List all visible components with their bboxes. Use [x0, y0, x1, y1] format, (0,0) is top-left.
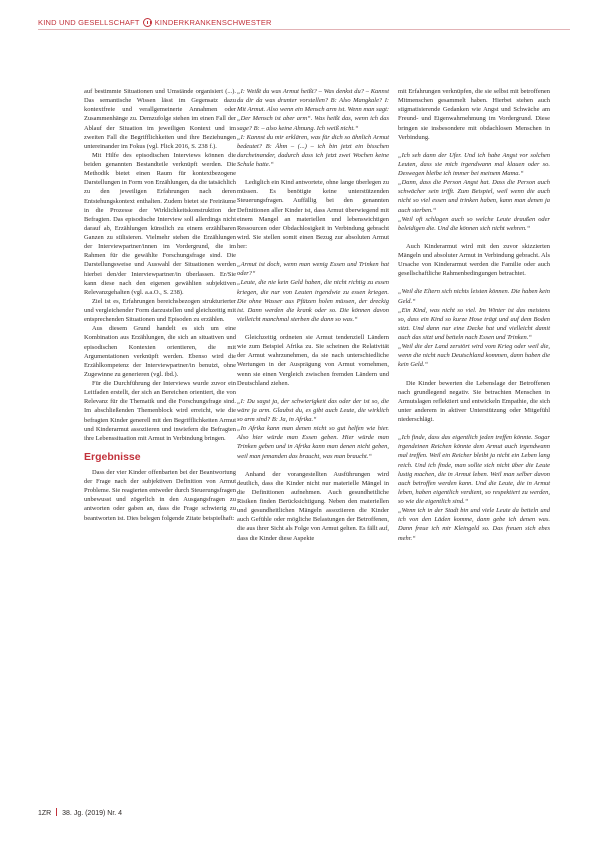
quote: „Leute, die nie kein Geld haben, die nicht richtig zu essen kriegen, die nur von Leuten irgendwie zu essen kriegen. Die ohne Wasser aus Pfützen holen müssen, der dreckig ist. Dann werden die krank oder so. Die können davon vielleicht manchmal sterben die dann so was.“	[237, 279, 389, 323]
paragraph: auf bestimmte Situationen und Umstände organisiert (...). Das semantische Wissen lässt im Gegensatz dazu kontextfreie und verallgemeinerte Annahmen oder Zusammenhänge zu. Demzufolge stehen im einen Fall der Ablauf der Situation im jeweiligen Kontext und im zweiten Fall die Begrifflichkeiten und ihre Beziehungen untereinander im Fokus (vgl. Flick 2016, S. 238 f.).	[84, 88, 236, 150]
header-section-right: KINDERKRANKENSCHWESTER	[154, 18, 272, 27]
section-heading: Ergebnisse	[84, 450, 141, 463]
quote: „I: Weißt du was Armut heißt? – Was denkst du? – Kannst du dir da was drunter vorstellen? B: Also Mangkale? I: Mit Armut. Also wenn ein Mensch arm ist. Wenn man sagt: „Der Mensch ist aber arm“. Was heißt das, wenn ich das sage? B: – also keine Ahnung. Ich weiß nicht.“	[237, 88, 389, 132]
paragraph: Aus diesem Grund handelt es sich um eine Kombination aus Erzählungen, die sich an situativen und episodischen Kontexten orientieren, die mit Argumentationen verknüpft werden. Ebenso wird die Erzählkompetenz der Interviewpartner/in benutzt, ohne Zugewinne zu generieren (vgl. ibd.).	[84, 325, 236, 378]
footer-divider	[56, 808, 57, 816]
quote: „In Afrika kann man denen nicht so gut helfen wie hier. Also hier würde man Essen geben. Hier würde man Trinken geben und in Afrika kann man denen nicht geben, weil man jemanden das braucht, was man braucht.“	[237, 425, 389, 460]
quote: „I: Du sagst ja, der schwierigkeit das oder der ist so, die wäre ja arm. Glaubst du, es gibt auch Leute, die wirklich so arm sind? B: Ja, in Afrika.“	[237, 397, 389, 423]
quote: „Weil oft schlagen auch so welche Leute draußen oder beleidigen die. Und die können sich nicht wehren.“	[398, 215, 550, 232]
quote: „Ein Kind, was nicht so viel. Im Winter ist das meistens so, dass ein Kind so kurze Hose trägt und auf dem Boden sitzt. Und dann nur eine Decke hat und vielleicht damit auch das sitzt und betteln nach Essen und Trinken.“	[398, 306, 550, 341]
text-column-1	[84, 87, 236, 523]
paragraph: Für die Durchführung der Interviews wurde zuvor ein Leitfaden erstellt, der sich an Bereichen orientiert, die von Relevanz für die Thematik und die Forschungsfrage sind. Im abschließenden Themenblock wird erreicht, wie die befragten Kinder generell mit den Begrifflichkeiten Armut und Kinderarmut assoziieren und inwiefern die Befragten ihre Lebenssituation mit Armut in Verbindung bringen.	[84, 380, 236, 442]
quote: „Wenn ich in der Stadt bin und viele Leute da betteln und ich von den Läden komme, dann gebe ich denen was. Dann freue ich mir Kleingeld so. Das freuen sich ebes mehr.“	[398, 507, 550, 542]
quote: „I: Kannst du mir erklären, was für dich so ähnlich Armut bedeutet? B: Ähm – (...) – ich bin jetzt ein bisschen durcheinander, dadurch dass ich jetzt zwei Wochen keine Schule hatte.“	[237, 133, 389, 168]
quote: „Armut ist doch, wenn man wenig Essen und Trinken hat oder?“	[237, 261, 389, 278]
quote: „Weil die der Land zerstört wird vom Krieg oder weil die, wenn die nicht nach Deutschland kommen, dann haben die kein Geld.“	[398, 343, 550, 369]
paragraph: Mit Hilfe des episodischen Interviews können die beiden genannten Bestandteile verknüpft werden. Die Methodik bietet einen Raum für kontextbezogene Darstellungen in Form von Erzählungen, da die tatsächlich zu den jeweiligen Erfahrungen nach deren Entstehungskontext enthalten. Zudem bietet sie Freiräume in die Prozesse der Wirklichkeitskonstruktion der Befragten. Das episodische Interview soll allerdings nicht darauf ab, Erzählungen künstlich zu einem erzählbaren Ganzen zu stilisieren. Vielmehr stehen die Erzählungen der Interviewpartner/innen im Vordergrund, die im Rahmen für die gewählte Forschungsfrage sind. Die Darstellungsweise und Auswahl der Situationen werden hierbei den/der Interviewpartner/in überlassen. Er/Sie kann diese nach den eigenen gewählten subjektiven Relevanzgehalten (vgl. a.a.O., S. 238).	[84, 151, 236, 296]
journal-abbreviation: 1ZR	[38, 810, 52, 817]
paragraph: Ziel ist es, Erfahrungen bereichsbezogen strukturierter und vergleichender Form darzustellen und gleichzeitig mit entsprechenden Situationen und Episoden zu erzählen.	[84, 297, 236, 324]
paragraph: Auch Kinderarmut wird mit den zuvor skizzierten Mängeln und absoluter Armut in Verbindung gebracht. Als Ursache von Kinderarmut werden die Familie oder auch gesellschaftliche Rahmenbedingungen betrachtet.	[398, 242, 550, 278]
paragraph: Anhand der vorangestellten Ausführungen wird deutlich, dass die Kinder nicht nur materielle Mängel in die Definitionen aufnehmen. Auch gesundheitliche Risiken finden Berücksichtigung. Neben den materiellen und gesundheitlichen Mängeln assoziieren die Kinder auch Gefühle oder mögliche Belastungen der Betroffenen, die aus ihrer Sicht als Folge von Armut gelten. Es fällt auf, dass die Kinder diese Aspekte	[237, 470, 389, 542]
paragraph: mit Erfahrungen verknüpfen, die sie selbst mit betroffenen Mitmenschen gesammelt haben. Hierbei stehen auch stigmatisierende Gedanken wie Angst und Schwäche am Freund- und Eigenwahrnehmung im Vordergrund. Diese bringen sie insbesondere mit obdachlosen Menschen in Verbindung.	[398, 88, 550, 141]
paragraph: Dass der vier Kinder offenbarten bei der Beantwortung der Frage nach der subjektiven Definition von Armut Probleme. Sie reagierten entweder durch Steuerungsfragen unbewusst und zögerlich in den Ausgangsfragen zu antworten oder gaben an, dass die Frage schwierig zu beantworten ist. Dies belegen folgende Zitate beispielhaft:	[84, 468, 236, 522]
paragraph: Die Kinder bewerten die Lebenslage der Betroffenen nach grundlegend negativ. Sie betrachten Menschen in Armutslagen reflektiert und entwickeln Empathie, die sich unter anderem in aktiver Unterstützung oder Mitgefühl niederschlägt.	[398, 379, 550, 423]
running-header	[38, 18, 272, 27]
quote: „Dann, dass die Person Angst hat. Dass die Person auch schwächer sein trifft. Zum Beispiel, weil wenn die auch nicht so viel essen und trinken haben, kann man denen ja auch sterben.“	[398, 179, 550, 214]
header-divider	[38, 29, 570, 30]
text-column-3	[398, 87, 550, 543]
paragraph: Gleichzeitig ordneten sie Armut tendenziell Ländern wie zum Beispiel Afrika zu. Sie scheinen die Relativität der Armut wahrzunehmen, da sie nach unterschiedliche Wertungen in der Ausprägung von Armut vornehmen, wenn sie einen Vergleich zwischen fremden Ländern und Deutschland ziehen.	[237, 334, 389, 387]
quote: „Ich finde, dass das eigentlich jeden treffen könnte. Sogar irgendeinen Reichen könnte dem Armut auch irgendwann mal treffen. Weil ein Reicher bleibt ja nicht ein Leben lang reich. Und ich finde, man sollte sich nicht über die Leute lustig machen, die in Armut leben. Weil man selber davon auch betroffen werden kann. Und die Leute, die in Armut leben, haben eigentlich verdient, so respektiert zu werden, so wie die eigentlich sind.“	[398, 434, 550, 505]
header-section-left: KIND UND GESELLSCHAFT	[38, 18, 140, 27]
text-column-2	[237, 87, 389, 543]
issue-info: 38. Jg. (2019) Nr. 4	[62, 810, 123, 817]
separator-icon	[143, 18, 152, 27]
paragraph: Lediglich ein Kind antwortete, ohne lange überlegen zu müssen. Es benötigte keine unterstützenden Steuerungsfragen. Auffällig bei den genannten Definitionen aller Kinder ist, dass Armut überwiegend mit einem Mangel an materiellen und lebenswichtigen Ressourcen oder Obdachlosigkeit in Verbindung gebracht wird. Sie stellen somit einen Bezug zur absoluten Armut her:	[237, 179, 389, 250]
page-footer	[38, 808, 122, 817]
quote: „Ich seh dann der Ufer. Und ich habe Angst vor solchen Leuten, dass sie mich irgendwann mal klauen oder so. Deswegen bleibe ich immer bei meinem Mama.“	[398, 151, 550, 177]
quote: „Weil die Eltern sich nichts leisten können. Die haben kein Geld.“	[398, 288, 550, 305]
